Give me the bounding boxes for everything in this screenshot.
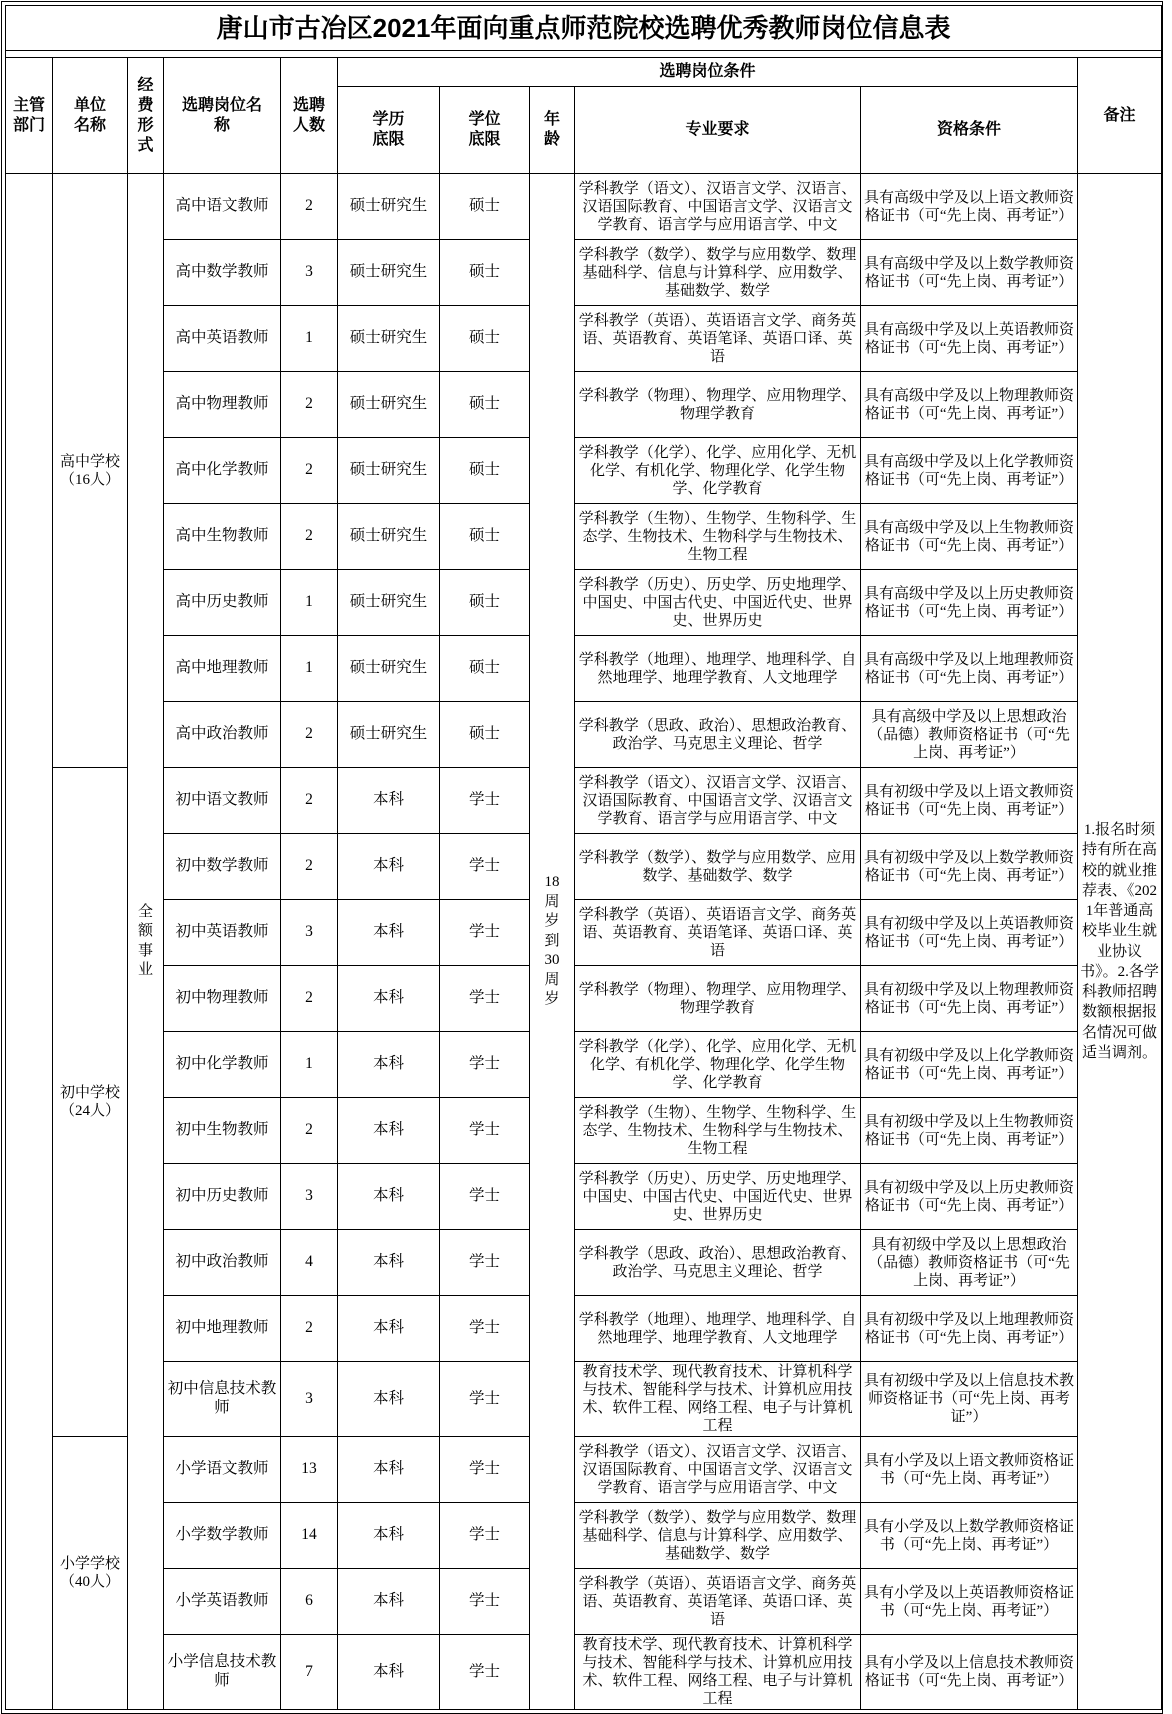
col-header-qualification: 资格条件 [861,87,1078,174]
qualification-cell: 具有初级中学及以上数学教师资格证书（可“先上岗、再考证”） [861,834,1078,900]
qualification-cell: 具有初级中学及以上信息技术教师资格证书（可“先上岗、再考证”） [861,1362,1078,1437]
degree-min-cell: 硕士 [440,306,530,372]
edu-min-cell: 硕士研究生 [338,240,440,306]
age-cell: 18 周 岁 到 30 周 岁 [530,174,575,1710]
position-cell: 初中数学教师 [164,834,281,900]
qualification-cell: 具有高级中学及以上思想政治（品德）教师资格证书（可“先上岗、再考证”） [861,702,1078,768]
count-cell: 1 [281,306,338,372]
table-row [6,1503,1162,1569]
edu-min-cell: 本科 [338,1032,440,1098]
major-requirement-cell: 学科教学（数学）、数学与应用数学、数理基础科学、信息与计算科学、应用数学、基础数学、数学 [575,240,861,306]
unit-name-cell: 初中学校 （24人） [53,768,128,1437]
degree-min-cell: 学士 [440,1362,530,1437]
table-row [6,306,1162,372]
table-row [6,1437,1162,1503]
count-cell: 3 [281,1362,338,1437]
qualification-cell: 具有高级中学及以上物理教师资格证书（可“先上岗、再考证”） [861,372,1078,438]
qualification-cell: 具有高级中学及以上化学教师资格证书（可“先上岗、再考证”） [861,438,1078,504]
qualification-cell: 具有高级中学及以上生物教师资格证书（可“先上岗、再考证”） [861,504,1078,570]
degree-min-cell: 学士 [440,1296,530,1362]
col-header-position: 选聘岗位名 称 [164,58,281,174]
degree-min-cell: 硕士 [440,636,530,702]
major-requirement-cell: 学科教学（思政、政治）、思想政治教育、政治学、马克思主义理论、哲学 [575,702,861,768]
qualification-cell: 具有小学及以上语文教师资格证书（可“先上岗、再考证”） [861,1437,1078,1503]
position-cell: 高中英语教师 [164,306,281,372]
major-requirement-cell: 学科教学（数学）、数学与应用数学、应用数学、基础数学、数学 [575,834,861,900]
edu-min-cell: 本科 [338,1098,440,1164]
position-cell: 高中历史教师 [164,570,281,636]
major-requirement-cell: 学科教学（数学）、数学与应用数学、数理基础科学、信息与计算科学、应用数学、基础数学、数学 [575,1503,861,1569]
col-header-age: 年 龄 [530,87,575,174]
edu-min-cell: 本科 [338,900,440,966]
unit-name-cell: 高中学校 （16人） [53,174,128,768]
table-row [6,636,1162,702]
table-row [6,1569,1162,1635]
qualification-cell: 具有初级中学及以上语文教师资格证书（可“先上岗、再考证”） [861,768,1078,834]
table-row [6,966,1162,1032]
position-cell: 高中化学教师 [164,438,281,504]
col-header-edu: 学历 底限 [338,87,440,174]
edu-min-cell: 硕士研究生 [338,372,440,438]
page-title: 唐山市古冶区2021年面向重点师范院校选聘优秀教师岗位信息表 [6,6,1162,51]
col-header-conditions: 选聘岗位条件 [338,58,1078,87]
count-cell: 13 [281,1437,338,1503]
qualification-cell: 具有小学及以上数学教师资格证书（可“先上岗、再考证”） [861,1503,1078,1569]
count-cell: 1 [281,570,338,636]
major-requirement-cell: 学科教学（物理）、物理学、应用物理学、物理学教育 [575,372,861,438]
edu-min-cell: 本科 [338,1635,440,1710]
count-cell: 6 [281,1569,338,1635]
major-requirement-cell: 教育技术学、现代教育技术、计算机科学与技术、智能科学与技术、计算机应用技术、软件工程、网络工程、电子与计算机工程 [575,1362,861,1437]
qualification-cell: 具有高级中学及以上地理教师资格证书（可“先上岗、再考证”） [861,636,1078,702]
qualification-cell: 具有初级中学及以上地理教师资格证书（可“先上岗、再考证”） [861,1296,1078,1362]
table-body [6,174,1162,1710]
degree-min-cell: 硕士 [440,240,530,306]
qualification-cell: 具有高级中学及以上语文教师资格证书（可“先上岗、再考证”） [861,174,1078,240]
position-cell: 高中生物教师 [164,504,281,570]
table-row [6,900,1162,966]
position-cell: 高中政治教师 [164,702,281,768]
position-cell: 初中政治教师 [164,1230,281,1296]
position-cell: 初中历史教师 [164,1164,281,1230]
count-cell: 2 [281,834,338,900]
qualification-cell: 具有初级中学及以上历史教师资格证书（可“先上岗、再考证”） [861,1164,1078,1230]
count-cell: 2 [281,438,338,504]
major-requirement-cell: 学科教学（物理）、物理学、应用物理学、物理学教育 [575,966,861,1032]
major-requirement-cell: 学科教学（语文）、汉语言文学、汉语言、汉语国际教育、中国语言文学、汉语言文学教育、语言学与应用语言学、中文 [575,1437,861,1503]
major-requirement-cell: 学科教学（思政、政治）、思想政治教育、政治学、马克思主义理论、哲学 [575,1230,861,1296]
table-row [6,1164,1162,1230]
degree-min-cell: 硕士 [440,504,530,570]
page-frame [1,1,1163,1714]
degree-min-cell: 硕士 [440,174,530,240]
table-row [6,834,1162,900]
table-row [6,504,1162,570]
count-cell: 2 [281,1098,338,1164]
edu-min-cell: 本科 [338,966,440,1032]
qualification-cell: 具有初级中学及以上生物教师资格证书（可“先上岗、再考证”） [861,1098,1078,1164]
edu-min-cell: 本科 [338,1296,440,1362]
edu-min-cell: 硕士研究生 [338,504,440,570]
edu-min-cell: 硕士研究生 [338,174,440,240]
count-cell: 2 [281,966,338,1032]
degree-min-cell: 学士 [440,1098,530,1164]
major-requirement-cell: 学科教学（化学）、化学、应用化学、无机化学、有机化学、物理化学、化学生物学、化学教育 [575,1032,861,1098]
count-cell: 3 [281,1164,338,1230]
major-requirement-cell: 学科教学（地理）、地理学、地理科学、自然地理学、地理学教育、人文地理学 [575,1296,861,1362]
col-header-unit: 单位 名称 [53,58,128,174]
edu-min-cell: 本科 [338,768,440,834]
count-cell: 1 [281,636,338,702]
degree-min-cell: 学士 [440,768,530,834]
unit-name-cell: 小学学校 （40人） [53,1437,128,1710]
position-cell: 小学英语教师 [164,1569,281,1635]
degree-min-cell: 硕士 [440,702,530,768]
count-cell: 2 [281,768,338,834]
edu-min-cell: 本科 [338,1164,440,1230]
position-cell: 初中英语教师 [164,900,281,966]
count-cell: 2 [281,504,338,570]
table-row [6,1032,1162,1098]
degree-min-cell: 硕士 [440,570,530,636]
qualification-cell: 具有高级中学及以上数学教师资格证书（可“先上岗、再考证”） [861,240,1078,306]
position-cell: 初中化学教师 [164,1032,281,1098]
table-row [6,1098,1162,1164]
major-requirement-cell: 学科教学（英语）、英语语言文学、商务英语、英语教育、英语笔译、英语口译、英语 [575,1569,861,1635]
major-requirement-cell: 学科教学（生物）、生物学、生物科学、生态学、生物技术、生物科学与生物技术、生物工程 [575,504,861,570]
count-cell: 4 [281,1230,338,1296]
position-cell: 小学数学教师 [164,1503,281,1569]
count-cell: 3 [281,900,338,966]
count-cell: 2 [281,702,338,768]
edu-min-cell: 本科 [338,1503,440,1569]
edu-min-cell: 硕士研究生 [338,306,440,372]
col-header-degree: 学位 底限 [440,87,530,174]
edu-min-cell: 硕士研究生 [338,438,440,504]
qualification-cell: 具有高级中学及以上历史教师资格证书（可“先上岗、再考证”） [861,570,1078,636]
funding-type-cell: 全 额 事 业 [128,174,164,1710]
count-cell: 14 [281,1503,338,1569]
table-row [6,240,1162,306]
count-cell: 2 [281,1296,338,1362]
header-row-1 [6,58,1162,87]
qualification-cell: 具有小学及以上英语教师资格证书（可“先上岗、再考证”） [861,1569,1078,1635]
degree-min-cell: 学士 [440,1503,530,1569]
table-row [6,1296,1162,1362]
degree-min-cell: 学士 [440,834,530,900]
degree-min-cell: 学士 [440,1569,530,1635]
major-requirement-cell: 学科教学（化学）、化学、应用化学、无机化学、有机化学、物理化学、化学生物学、化学教育 [575,438,861,504]
edu-min-cell: 本科 [338,1362,440,1437]
table-row [6,1635,1162,1710]
major-requirement-cell: 学科教学（英语）、英语语言文学、商务英语、英语教育、英语笔译、英语口译、英语 [575,900,861,966]
qualification-cell: 具有初级中学及以上化学教师资格证书（可“先上岗、再考证”） [861,1032,1078,1098]
position-cell: 初中生物教师 [164,1098,281,1164]
title-divider [6,51,1162,58]
position-cell: 初中物理教师 [164,966,281,1032]
table-row [6,372,1162,438]
degree-min-cell: 学士 [440,1635,530,1710]
qualification-cell: 具有初级中学及以上思想政治（品德）教师资格证书（可“先上岗、再考证”） [861,1230,1078,1296]
table-row [6,702,1162,768]
degree-min-cell: 学士 [440,900,530,966]
position-cell: 高中地理教师 [164,636,281,702]
title-row [6,6,1162,51]
table-row [6,570,1162,636]
edu-min-cell: 硕士研究生 [338,570,440,636]
table-row [6,174,1162,240]
degree-min-cell: 硕士 [440,438,530,504]
position-cell: 高中物理教师 [164,372,281,438]
edu-min-cell: 本科 [338,1569,440,1635]
job-info-table [5,5,1162,1710]
edu-min-cell: 硕士研究生 [338,636,440,702]
major-requirement-cell: 学科教学（英语）、英语语言文学、商务英语、英语教育、英语笔译、英语口译、英语 [575,306,861,372]
degree-min-cell: 学士 [440,1437,530,1503]
qualification-cell: 具有初级中学及以上英语教师资格证书（可“先上岗、再考证”） [861,900,1078,966]
major-requirement-cell: 学科教学（历史）、历史学、历史地理学、中国史、中国古代史、中国近代史、世界史、世界历史 [575,1164,861,1230]
degree-min-cell: 硕士 [440,372,530,438]
position-cell: 小学信息技术教师 [164,1635,281,1710]
edu-min-cell: 本科 [338,834,440,900]
divider-gap [6,51,1162,58]
count-cell: 7 [281,1635,338,1710]
position-cell: 高中数学教师 [164,240,281,306]
degree-min-cell: 学士 [440,1164,530,1230]
position-cell: 初中地理教师 [164,1296,281,1362]
edu-min-cell: 本科 [338,1230,440,1296]
col-header-remark: 备注 [1078,58,1162,174]
table-row [6,1362,1162,1437]
table-row [6,438,1162,504]
major-requirement-cell: 学科教学（语文）、汉语言文学、汉语言、汉语国际教育、中国语言文学、汉语言文学教育、语言学与应用语言学、中文 [575,174,861,240]
dept-cell [6,174,53,1710]
qualification-cell: 具有初级中学及以上物理教师资格证书（可“先上岗、再考证”） [861,966,1078,1032]
position-cell: 初中语文教师 [164,768,281,834]
remark-cell: 1.报名时须持有所在高校的就业推荐表、《2021年普通高校毕业生就业协议书》。2.各学科教师招聘数额根据报名情况可做适当调剂。 [1078,174,1162,1710]
edu-min-cell: 本科 [338,1437,440,1503]
degree-min-cell: 学士 [440,1032,530,1098]
edu-min-cell: 硕士研究生 [338,702,440,768]
major-requirement-cell: 学科教学（生物）、生物学、生物科学、生态学、生物技术、生物科学与生物技术、生物工程 [575,1098,861,1164]
count-cell: 2 [281,174,338,240]
major-requirement-cell: 教育技术学、现代教育技术、计算机科学与技术、智能科学与技术、计算机应用技术、软件工程、网络工程、电子与计算机工程 [575,1635,861,1710]
qualification-cell: 具有小学及以上信息技术教师资格证书（可“先上岗、再考证”） [861,1635,1078,1710]
position-cell: 高中语文教师 [164,174,281,240]
degree-min-cell: 学士 [440,1230,530,1296]
col-header-count: 选聘 人数 [281,58,338,174]
position-cell: 小学语文教师 [164,1437,281,1503]
count-cell: 1 [281,1032,338,1098]
col-header-dept: 主管 部门 [6,58,53,174]
position-cell: 初中信息技术教师 [164,1362,281,1437]
table-row [6,1230,1162,1296]
col-header-funding: 经 费 形 式 [128,58,164,174]
count-cell: 2 [281,372,338,438]
major-requirement-cell: 学科教学（语文）、汉语言文学、汉语言、汉语国际教育、中国语言文学、汉语言文学教育、语言学与应用语言学、中文 [575,768,861,834]
qualification-cell: 具有高级中学及以上英语教师资格证书（可“先上岗、再考证”） [861,306,1078,372]
count-cell: 3 [281,240,338,306]
degree-min-cell: 学士 [440,966,530,1032]
major-requirement-cell: 学科教学（地理）、地理学、地理科学、自然地理学、地理学教育、人文地理学 [575,636,861,702]
table-row [6,768,1162,834]
col-header-major: 专业要求 [575,87,861,174]
major-requirement-cell: 学科教学（历史）、历史学、历史地理学、中国史、中国古代史、中国近代史、世界史、世界历史 [575,570,861,636]
